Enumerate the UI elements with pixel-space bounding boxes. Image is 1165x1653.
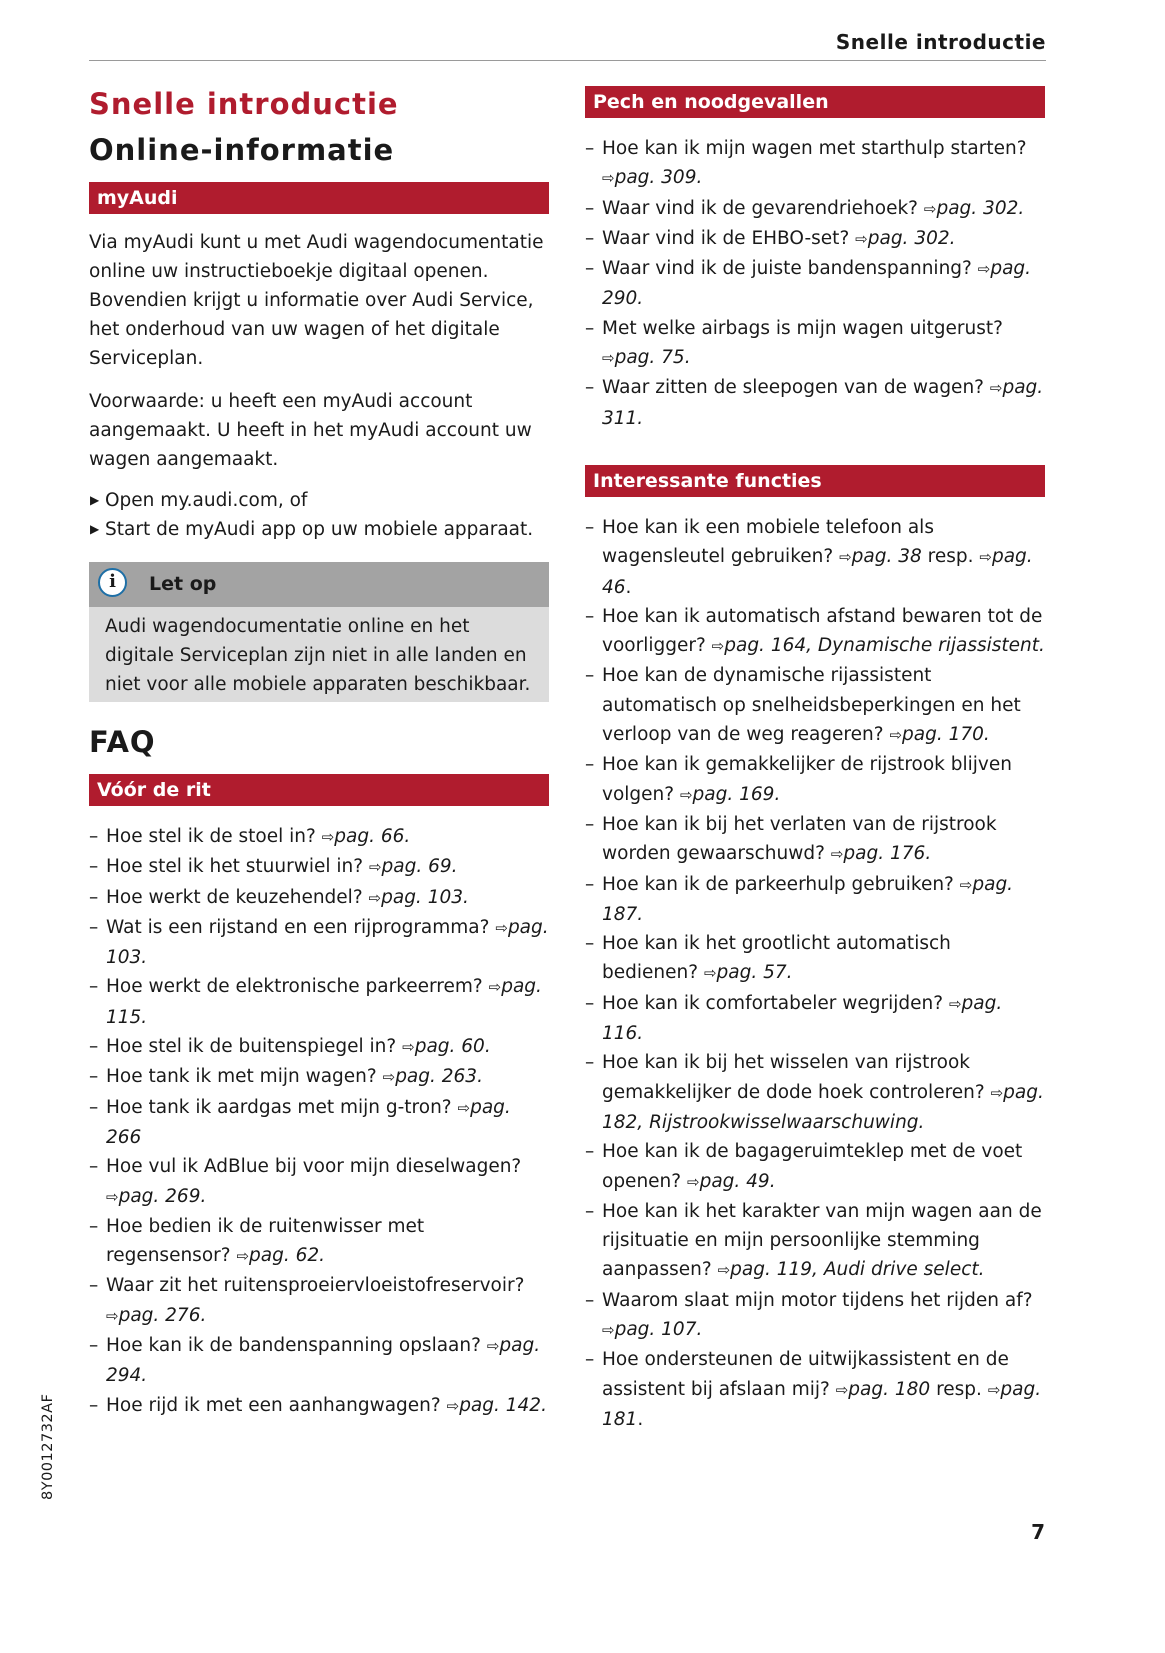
question-text: Hoe kan ik het karakter van mijn wagen aan de rijsituatie en mijn persoonlijke stemming aanpassen? — [602, 1200, 1042, 1281]
arrow-right-icon: ⇨ — [959, 875, 973, 894]
page-reference: pag. 269. — [118, 1185, 207, 1207]
info-icon: i — [98, 568, 127, 597]
faq-item — [585, 373, 1045, 433]
dash-marker: – — [89, 886, 99, 908]
arrow-right-icon: ⇨ — [987, 1380, 1001, 1399]
question-text: Hoe kan ik de bagageruimteklep met de voet openen? — [602, 1141, 1023, 1192]
reference-joiner: resp. — [921, 546, 980, 568]
arrow-right-icon: ⇨ — [990, 1083, 1004, 1102]
faq-item — [585, 810, 1045, 870]
myaudi-heading: myAudi — [89, 182, 549, 214]
dash-marker: – — [585, 227, 595, 249]
dash-marker: – — [585, 138, 595, 159]
dash-marker: – — [585, 605, 595, 627]
arrow-right-icon: ⇨ — [368, 888, 382, 907]
arrow-right-icon: ⇨ — [321, 828, 335, 846]
arrow-right-icon: ⇨ — [382, 1068, 396, 1087]
faq-item — [585, 254, 1045, 314]
arrow-right-icon: ⇨ — [486, 1337, 500, 1356]
page-reference: pag. 49. — [699, 1170, 776, 1192]
arrow-right-icon: ⇨ — [989, 379, 1003, 398]
functies-heading: Interessante functies — [585, 465, 1045, 497]
dash-marker: – — [585, 1052, 595, 1074]
dash-marker: – — [585, 258, 595, 280]
question-text: Met welke airbags is mijn wagen uitgerust? — [602, 317, 1003, 339]
arrow-right-icon: ⇨ — [236, 1247, 250, 1266]
faq-item — [585, 661, 1045, 750]
dash-marker: – — [585, 377, 595, 399]
faq-item — [89, 1093, 549, 1153]
page-reference: pag. 302. — [936, 197, 1025, 219]
note-title: Let op — [149, 573, 217, 595]
dash-marker: – — [585, 1141, 595, 1163]
faq-item — [585, 602, 1045, 662]
question-text: Hoe kan ik een mobiele telefoon als wagensleutel gebruiken? — [602, 516, 934, 568]
page-reference: pag. 266 — [106, 1096, 511, 1148]
question-text: Waar zit het ruitensproeiervloeistofreservoir? — [106, 1275, 525, 1297]
page-reference: pag. 164, Dynamische rijassistent. — [724, 635, 1045, 657]
dash-marker: – — [89, 1275, 99, 1297]
faq-item — [585, 513, 1045, 602]
dash-marker: – — [89, 1036, 99, 1058]
question-text: Hoe stel ik het stuurwiel in? — [106, 856, 364, 878]
page-reference: pag. 170. — [902, 724, 990, 746]
question-text: Hoe kan ik comfortabeler wegrijden? — [602, 992, 944, 1014]
dash-marker: – — [89, 1215, 99, 1237]
arrow-right-icon: ⇨ — [602, 349, 615, 368]
dash-marker: – — [585, 813, 595, 835]
arrow-right-icon: ⇨ — [889, 726, 903, 745]
page-reference: pag. 62. — [249, 1245, 326, 1267]
reference-end: . — [625, 576, 632, 598]
reference-joiner: resp. — [930, 1378, 988, 1400]
note-header — [89, 562, 549, 607]
dash-marker: – — [585, 873, 595, 895]
question-text: Hoe kan ik de parkeerhulp gebruiken? — [602, 873, 954, 895]
faq-item — [585, 929, 1045, 989]
left-column — [89, 86, 549, 1421]
faq-item — [89, 883, 549, 913]
document-code: 8Y0012732AF — [40, 1393, 56, 1500]
question-text: Hoe kan ik bij het verlaten van de rijstrook worden gewaarschuwd? — [602, 813, 997, 865]
page-reference: pag. 181 — [602, 1378, 1042, 1430]
note-text: Audi wagendocumentatie online en het digitale Serviceplan zijn niet in alle landen en niet voor alle mobiele apparaten beschikbaar. — [89, 607, 549, 702]
page-reference: pag. 302. — [867, 227, 956, 249]
dash-marker: – — [89, 1394, 99, 1416]
page-reference: pag. 103. — [106, 916, 549, 969]
dash-marker: – — [585, 317, 595, 339]
faq-item — [585, 224, 1045, 254]
chapter-title: Snelle introductie — [89, 87, 399, 121]
note-box — [89, 562, 549, 702]
dash-marker: – — [89, 1335, 99, 1357]
arrow-right-icon: ⇨ — [979, 548, 992, 567]
dash-marker: – — [89, 1096, 99, 1118]
triangle-icon: ▶ — [90, 522, 100, 536]
page-reference: pag. 176. — [843, 843, 932, 865]
page-reference: pag. 115. — [106, 976, 542, 1028]
myaudi-paragraph-2: Voorwaarde: u heeft een myAudi account aangemaakt. U heeft in het myAudi account uw wagen aangemaakt. — [89, 391, 532, 470]
faq-item — [89, 822, 549, 852]
arrow-right-icon: ⇨ — [495, 918, 508, 937]
page-reference: pag. 142. — [459, 1394, 547, 1416]
page-reference: pag. 263. — [395, 1066, 483, 1088]
faq-title: FAQ — [89, 725, 156, 759]
dash-marker: – — [585, 1349, 595, 1371]
voor-de-rit-heading: Vóór de rit — [89, 774, 549, 806]
faq-item — [89, 913, 549, 973]
question-text: Hoe werkt de elektronische parkeerrem? — [106, 976, 483, 998]
page-reference: pag. 75. — [614, 347, 691, 369]
page-reference: pag. 276. — [118, 1304, 207, 1326]
question-text: Hoe kan ik de bandenspanning opslaan? — [106, 1335, 481, 1357]
myaudi-paragraph-1: Via myAudi kunt u met Audi wagendocumentatie online uw instructieboekje digitaal openen. Bovendien krijgt u informatie over Audi Service, het onderhoud van uw wagen of het digitale Serviceplan. — [89, 232, 544, 369]
page-reference: pag. 60. — [414, 1036, 491, 1058]
page-reference: pag. 116. — [602, 992, 1003, 1045]
question-text: Hoe stel ik de buitenspiegel in? — [106, 1036, 397, 1058]
pech-list — [585, 134, 1045, 433]
page-reference: pag. 38 — [851, 546, 922, 568]
functies-list — [585, 513, 1045, 1434]
page-reference: pag. 187. — [602, 873, 1014, 925]
reference-end: . — [637, 1408, 644, 1430]
page-reference: pag. 46 — [602, 546, 1033, 598]
arrow-right-icon: ⇨ — [711, 637, 725, 656]
dash-marker: – — [585, 665, 595, 687]
dash-marker: – — [89, 916, 99, 938]
dash-marker: – — [585, 754, 595, 776]
faq-item — [585, 1286, 1045, 1346]
dash-marker: – — [89, 1156, 99, 1178]
page-reference: pag. 69. — [381, 856, 458, 878]
page-header — [89, 28, 1046, 61]
dash-marker: – — [585, 1200, 595, 1222]
arrow-right-icon: ⇨ — [679, 785, 693, 804]
page-reference: pag. 103. — [381, 886, 469, 908]
question-text: Hoe kan ik automatisch afstand bewaren tot de voorligger? — [602, 605, 1043, 657]
page-reference: pag. 169. — [692, 783, 781, 805]
question-text: Hoe tank ik met mijn wagen? — [106, 1066, 377, 1088]
arrow-right-icon: ⇨ — [446, 1396, 460, 1415]
question-text: Waar vind ik de gevarendriehoek? — [602, 197, 918, 219]
arrow-right-icon: ⇨ — [977, 260, 991, 279]
faq-item — [89, 1152, 549, 1212]
question-text: Hoe tank ik aardgas met mijn g-tron? — [106, 1096, 452, 1118]
faq-item — [585, 1048, 1045, 1137]
page-reference: pag. 180 — [848, 1378, 931, 1400]
page-reference: pag. 182, Rijstrookwisselwaarschuwing. — [602, 1081, 1044, 1133]
question-text: Waar vind ik de juiste bandenspanning? — [602, 258, 972, 280]
step-text: Open my.audi.com, of — [105, 490, 308, 511]
arrow-right-icon: ⇨ — [830, 845, 844, 864]
arrow-right-icon: ⇨ — [703, 964, 717, 983]
arrow-right-icon: ⇨ — [687, 1172, 700, 1191]
dash-marker: – — [89, 976, 99, 998]
arrow-right-icon: ⇨ — [602, 169, 615, 188]
question-text: Wat is een rijstand en een rijprogramma? — [106, 916, 490, 938]
question-text: Hoe vul ik AdBlue bij voor mijn dieselwagen? — [106, 1156, 522, 1178]
arrow-right-icon: ⇨ — [106, 1187, 119, 1206]
page-number: 7 — [1031, 1520, 1045, 1544]
dash-marker: – — [585, 1289, 595, 1311]
faq-item — [585, 989, 1045, 1049]
triangle-icon: ▶ — [90, 493, 100, 507]
running-title: Snelle introductie — [835, 30, 1046, 54]
faq-item — [89, 1062, 549, 1092]
faq-item — [585, 1345, 1045, 1434]
arrow-right-icon: ⇨ — [923, 199, 937, 218]
question-text: Hoe werkt de keuzehendel? — [106, 886, 363, 908]
faq-item — [585, 134, 1045, 194]
faq-item — [585, 1197, 1045, 1286]
faq-item — [89, 1331, 549, 1391]
faq-item — [89, 1032, 549, 1062]
step-text: Start de myAudi app op uw mobiele apparaat. — [105, 519, 534, 540]
myaudi-steps — [89, 486, 549, 544]
question-text: Waarom slaat mijn motor tijdens het rijden af? — [602, 1289, 1033, 1311]
question-text: Hoe kan ik gemakkelijker de rijstrook blijven volgen? — [602, 754, 1012, 805]
page-reference: pag. 290. — [602, 258, 1032, 310]
page-reference: pag. 57. — [716, 962, 793, 984]
faq-item — [89, 852, 549, 882]
question-text: Hoe kan ik bij het wisselen van rijstrook gemakkelijker de dode hoek controleren? — [602, 1052, 985, 1103]
arrow-right-icon: ⇨ — [106, 1306, 119, 1325]
question-text: Hoe bedien ik de ruitenwisser met regensensor? — [106, 1215, 425, 1267]
question-text: Hoe stel ik de stoel in? — [106, 826, 316, 847]
question-text: Hoe kan ik mijn wagen met starthulp starten? — [602, 138, 1027, 159]
faq-item — [585, 1137, 1045, 1197]
arrow-right-icon: ⇨ — [457, 1098, 471, 1117]
dash-marker: – — [585, 516, 595, 538]
pech-heading: Pech en noodgevallen — [585, 86, 1045, 118]
voor-de-rit-list — [89, 822, 549, 1421]
arrow-right-icon: ⇨ — [948, 994, 962, 1013]
dash-marker: – — [585, 933, 595, 955]
dash-marker: – — [585, 992, 595, 1014]
question-text: Waar vind ik de EHBO-set? — [602, 227, 850, 249]
arrow-right-icon: ⇨ — [602, 1320, 615, 1339]
dash-marker: – — [585, 197, 595, 219]
dash-marker: – — [89, 856, 99, 878]
arrow-right-icon: ⇨ — [717, 1261, 731, 1280]
page-reference: pag. 294. — [106, 1335, 541, 1387]
faq-item — [585, 750, 1045, 810]
arrow-right-icon: ⇨ — [835, 1380, 849, 1399]
dash-marker: – — [89, 1066, 99, 1088]
step-item — [89, 515, 549, 544]
question-text: Hoe rijd ik met een aanhangwagen? — [106, 1394, 441, 1416]
step-item — [89, 486, 549, 515]
faq-item — [89, 1212, 549, 1272]
question-text: Waar zitten de sleepogen van de wagen? — [602, 377, 984, 399]
question-text: Hoe ondersteunen de uitwijkassistent en de assistent bij afslaan mij? — [602, 1349, 1009, 1400]
page-reference: pag. 107. — [614, 1318, 703, 1340]
question-text: Hoe kan de dynamische rijassistent automatisch op snelheidsbeperkingen en het verloop van de weg reageren? — [602, 665, 1021, 746]
dash-marker: – — [89, 826, 99, 847]
page-reference: pag. 309. — [614, 167, 703, 189]
faq-item — [89, 1391, 549, 1421]
arrow-right-icon: ⇨ — [402, 1038, 415, 1057]
section-title: Online-informatie — [89, 133, 395, 167]
faq-item — [585, 194, 1045, 224]
faq-item — [89, 1271, 549, 1331]
page-reference: pag. 66. — [334, 826, 411, 847]
page-reference: pag. 119, Audi drive select. — [730, 1259, 985, 1281]
arrow-right-icon: ⇨ — [368, 858, 382, 877]
arrow-right-icon: ⇨ — [855, 229, 868, 248]
faq-item — [89, 972, 549, 1032]
faq-item — [585, 870, 1045, 930]
arrow-right-icon: ⇨ — [488, 978, 502, 997]
page-reference: pag. 311. — [602, 377, 1044, 429]
right-column — [585, 86, 1045, 1434]
arrow-right-icon: ⇨ — [839, 548, 852, 567]
faq-item — [585, 314, 1045, 374]
question-text: Hoe kan ik het grootlicht automatisch bedienen? — [602, 933, 951, 984]
